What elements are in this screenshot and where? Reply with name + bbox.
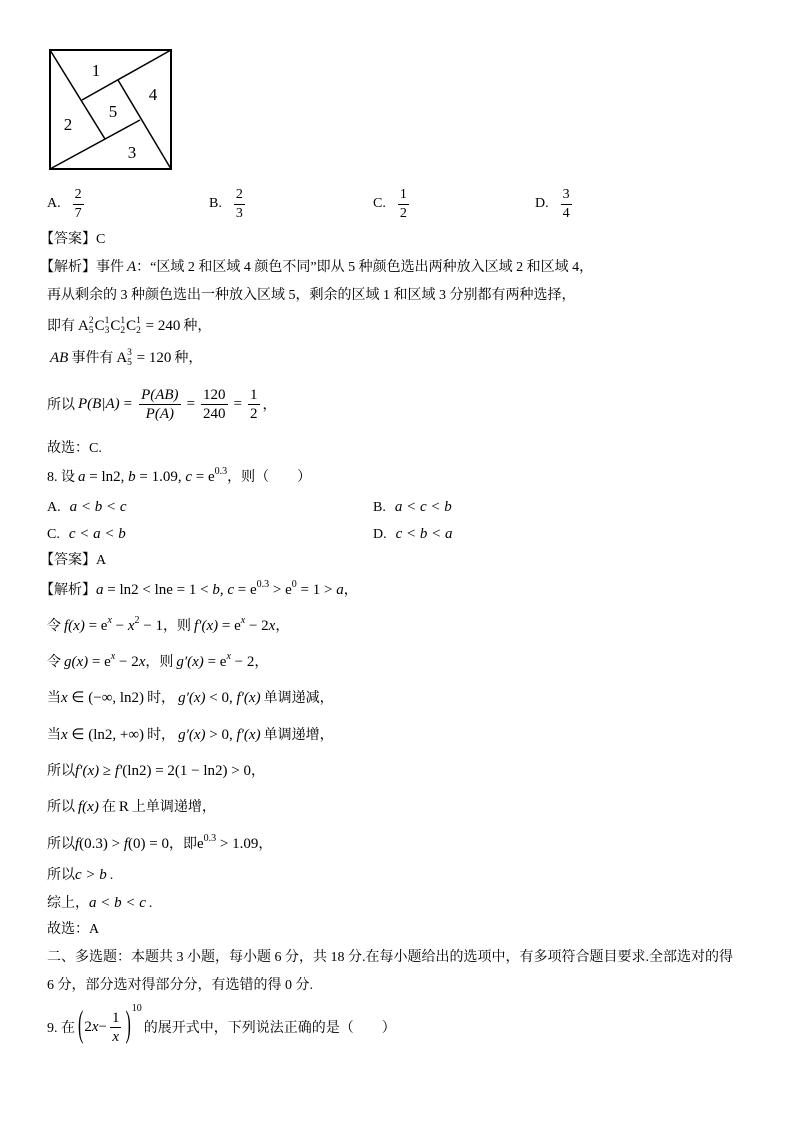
region-coloring-figure — [0, 0, 200, 185]
math-text: = e — [218, 618, 241, 634]
real-numbers-symbol: R — [118, 799, 129, 815]
option-fraction — [73, 186, 84, 223]
text-segment: ， — [275, 619, 290, 634]
answer-label: 【答案】 — [40, 232, 96, 247]
math-var: a — [96, 582, 104, 598]
option-letter: B. — [209, 196, 222, 211]
q8-analysis-line-9 — [47, 865, 113, 886]
math-var: x — [138, 654, 146, 670]
equals-sign: = — [233, 395, 242, 412]
equals-sign: = — [186, 395, 196, 412]
math-var: x — [268, 618, 276, 634]
text-segment: 的展开式中，下列说法正确的是（ ） — [143, 1021, 396, 1036]
q8-analysis-line-6 — [47, 761, 265, 782]
text-segment: ，则 — [145, 655, 174, 670]
q8-analysis-line-1 — [40, 580, 358, 601]
function-expression: f′ — [114, 763, 123, 779]
text-segment: 种， — [174, 351, 203, 366]
q7-analysis-line-4 — [50, 348, 202, 369]
math-text: ∈ (−∞, ln2) — [67, 690, 145, 706]
sup-sub-stack — [105, 316, 110, 336]
sup-sub-stack — [89, 316, 94, 336]
sup-sub-stack — [136, 316, 141, 336]
text-segment: ， — [258, 837, 273, 852]
function-expression: g′(x) — [178, 727, 206, 743]
q8-option-c — [47, 524, 126, 545]
math-text: = e — [88, 654, 111, 670]
text-segment: 令 — [47, 619, 61, 634]
q7-analysis-line-1 — [40, 257, 593, 278]
option-letter: A. — [47, 500, 61, 515]
text-segment: 事件 — [96, 260, 124, 275]
q9-stem — [47, 1003, 396, 1051]
exponent: 10 — [131, 1002, 142, 1014]
function-expression: g′(x) — [176, 654, 204, 670]
math-var: b — [128, 469, 136, 485]
function-expression: f′(x) — [75, 763, 100, 779]
fraction-denominator: 2 — [250, 405, 258, 422]
math-var: x — [91, 1018, 99, 1035]
text-segment: 令 — [47, 655, 61, 670]
q7-option-d — [535, 185, 575, 223]
math-var: c — [227, 582, 235, 598]
text-segment: ，则（ ） — [227, 470, 312, 485]
fraction-denominator: 3 — [235, 205, 243, 221]
q7-analysis-line-2: 再从剩余的 3 种颜色选出一种放入区域 5，剩余的区域 1 和区域 3 分别都有两种选择， — [47, 288, 576, 303]
analysis-label: 【解析】 — [40, 260, 96, 275]
q7-option-a — [47, 185, 87, 223]
fraction-numerator: 1 — [398, 186, 409, 205]
math-text: − 2 — [245, 618, 269, 634]
q7-analysis-line-5 — [47, 383, 277, 425]
math-text: − 2 — [115, 654, 139, 670]
math-text: = e — [84, 618, 108, 634]
text-segment: . — [109, 868, 114, 883]
text-segment: . — [148, 896, 153, 911]
math-text: = e — [192, 469, 215, 485]
option-expression: c < b < a — [395, 526, 453, 542]
q7-analysis-line-3 — [47, 316, 211, 337]
text-segment: ， — [251, 764, 265, 779]
fraction-numerator: 2 — [73, 186, 84, 205]
subscript: 3 — [104, 325, 110, 336]
fraction-numerator: 2 — [234, 186, 245, 205]
q8-option-d — [373, 524, 453, 545]
superscript: x — [110, 651, 116, 662]
superscript: 1 — [104, 315, 110, 326]
fraction — [201, 386, 228, 423]
region-label-4: 4 — [148, 85, 158, 104]
q7-option-c — [373, 185, 412, 223]
superscript: 1 — [136, 315, 141, 326]
math-var: A — [127, 259, 137, 275]
function-expression: f′(x) — [236, 690, 261, 706]
section-heading-line-2: 6 分，部分选对得部分分，有选错的得 0 分. — [47, 978, 313, 993]
function-expression: f(x) — [64, 618, 85, 634]
math-text: − 1 — [139, 618, 164, 634]
superscript: x — [107, 615, 112, 626]
math-text: 2 — [84, 1018, 92, 1035]
text-segment: 时， — [147, 728, 176, 743]
question-number: 8. 设 — [47, 470, 75, 485]
option-letter: D. — [535, 196, 549, 211]
text-segment: ，即 — [169, 837, 197, 852]
math-var: a — [78, 469, 86, 485]
fraction-denominator: x — [112, 1028, 120, 1045]
math-text: − 2 — [230, 654, 255, 670]
q8-stem — [47, 467, 311, 488]
math-text: < 0, — [205, 690, 237, 706]
q8-conclusion: 故选：A — [47, 922, 100, 937]
math-var: f — [123, 836, 129, 852]
subscript: 2 — [136, 325, 141, 336]
option-fraction — [398, 186, 409, 223]
option-expression: c < a < b — [68, 526, 126, 542]
superscript: 0 — [291, 579, 297, 590]
text-segment: 单调递减， — [263, 691, 334, 706]
question-number: 9. 在 — [47, 1021, 75, 1036]
math-text: (ln2) = 2(1 − ln2) > 0 — [122, 763, 251, 779]
text-segment: 所以 — [47, 764, 75, 779]
math-text: − — [98, 1018, 107, 1035]
option-expression: a < c < b — [394, 499, 452, 515]
math-text: = e — [203, 654, 227, 670]
subscript: 5 — [88, 325, 94, 336]
superscript: x — [226, 651, 231, 662]
option-letter: D. — [373, 527, 387, 542]
math-text: = 240 — [141, 318, 181, 334]
q8-analysis-line-10 — [47, 893, 152, 914]
fraction-denominator: 240 — [203, 405, 226, 422]
math-text: = 120 — [132, 350, 172, 366]
q8-analysis-line-7 — [47, 797, 216, 818]
text-segment: ，则 — [163, 619, 192, 634]
math-base: C — [110, 318, 121, 334]
text-segment: 种， — [183, 319, 212, 334]
superscript: 0.3 — [256, 579, 270, 590]
q8-answer — [40, 551, 106, 571]
q7-conclusion: 故选：C. — [47, 441, 102, 456]
q8-option-a — [47, 497, 127, 518]
math-text: > e — [269, 582, 292, 598]
math-var: f — [75, 836, 80, 852]
fraction-numerator: P(AB) — [141, 386, 179, 403]
q7-answer — [40, 230, 105, 250]
fraction-numerator: 120 — [203, 386, 226, 403]
math-var: x — [61, 727, 68, 743]
math-text: = e — [234, 582, 257, 598]
math-var: c — [185, 469, 193, 485]
math-text: ∈ (ln2, +∞) — [67, 727, 145, 743]
q8-analysis-line-3 — [47, 652, 268, 673]
probability-expression: P(B|A) — [78, 395, 120, 412]
sup-sub-stack — [120, 316, 125, 336]
fraction-denominator: 4 — [562, 205, 570, 221]
text-segment: 事件有 — [71, 351, 114, 366]
fraction-numerator: 3 — [561, 186, 572, 205]
text-segment: ， — [343, 583, 358, 598]
superscript: 0.3 — [203, 833, 217, 844]
math-base: C — [126, 318, 137, 334]
text-segment: ， — [254, 655, 269, 670]
math-text: = ln2 < lne = 1 < — [103, 582, 213, 598]
text-segment: 所以 — [47, 398, 75, 413]
text-segment: 在 — [101, 800, 116, 815]
subscript: 2 — [120, 325, 126, 336]
math-var: x — [127, 618, 135, 634]
superscript: 1 — [120, 315, 126, 326]
math-text: ≥ — [99, 763, 115, 779]
text-segment: 上单调递增， — [131, 800, 216, 815]
q7-option-b — [209, 185, 248, 223]
analysis-label: 【解析】 — [40, 583, 96, 598]
text-segment: 所以 — [47, 837, 75, 852]
text-segment: ：“区域 2 和区域 4 颜色不同”即从 5 种颜色选出两种放入区域 2 和区域 4， — [136, 260, 594, 275]
fraction-denominator: P(A) — [145, 405, 174, 422]
answer-value: A — [96, 553, 107, 568]
text-segment: 当 — [47, 728, 61, 743]
text-segment: 所以 — [47, 868, 75, 883]
math-text: − — [111, 618, 128, 634]
superscript: 0.3 — [214, 466, 228, 477]
superscript: x — [240, 615, 246, 626]
superscript: 2 — [134, 615, 140, 626]
option-fraction — [234, 186, 245, 223]
fraction — [110, 1009, 122, 1046]
math-text: = ln2, — [85, 469, 129, 485]
fraction — [248, 386, 260, 423]
superscript: 3 — [127, 347, 132, 358]
subscript: 5 — [127, 357, 132, 368]
sup-sub-stack — [127, 348, 132, 368]
option-expression: a < b < c — [69, 499, 127, 515]
text-segment: 所以 — [47, 800, 75, 815]
fraction-numerator: 1 — [111, 1009, 120, 1026]
text-segment: 综上， — [47, 896, 89, 911]
option-letter: A. — [47, 196, 61, 211]
region-label-3: 3 — [127, 143, 137, 162]
math-base: A — [78, 318, 89, 334]
math-text: = 1 > — [296, 582, 337, 598]
equals-sign: = — [123, 395, 133, 412]
fraction-numerator: 1 — [250, 386, 258, 403]
region-label-2: 2 — [63, 115, 73, 134]
math-text: (0.3) > — [79, 836, 124, 852]
answer-value: C — [96, 232, 106, 247]
text-segment: 时， — [147, 691, 176, 706]
math-var: x — [61, 690, 68, 706]
superscript: 2 — [88, 315, 94, 326]
text-segment: 单调递增， — [263, 728, 334, 743]
q8-analysis-line-4 — [47, 688, 334, 709]
answer-label: 【答案】 — [40, 553, 96, 568]
function-expression: g′(x) — [178, 690, 206, 706]
math-var: b — [212, 582, 220, 598]
q8-analysis-line-5 — [47, 725, 334, 746]
section-heading-line-1: 二、多选题：本题共 3 小题，每小题 6 分，共 18 分.在每小题给出的选项中，有多项符合题目要求.全部选对的得 — [47, 950, 733, 965]
math-expression: c > b — [75, 867, 107, 883]
text-segment: ， — [262, 398, 277, 413]
region-label-1: 1 — [91, 61, 101, 80]
math-base: A — [116, 350, 128, 366]
math-text: > 0, — [205, 727, 237, 743]
region-label-5: 5 — [108, 102, 118, 121]
math-text: > 1.09 — [216, 836, 259, 852]
option-letter: C. — [47, 527, 60, 542]
q8-option-b — [373, 497, 452, 518]
fraction-denominator: 7 — [74, 205, 82, 221]
math-text: , — [219, 582, 228, 598]
math-base: C — [94, 318, 105, 334]
function-expression: f′(x) — [194, 618, 219, 634]
q8-analysis-line-8 — [47, 834, 272, 855]
math-var: AB — [50, 350, 69, 366]
figure-divider-line — [118, 80, 171, 169]
option-fraction — [561, 186, 572, 223]
q8-analysis-line-2 — [47, 616, 289, 637]
option-letter: C. — [373, 196, 386, 211]
fraction — [139, 386, 180, 423]
fraction-denominator: 2 — [399, 205, 407, 221]
close-paren: ) — [125, 1006, 131, 1046]
function-expression: g(x) — [64, 654, 89, 670]
open-paren: ( — [78, 1006, 84, 1046]
math-expression: a < b < c — [89, 895, 146, 911]
math-var: a — [336, 582, 344, 598]
text-segment: 即有 — [47, 319, 75, 334]
math-text: (0) = 0 — [128, 836, 169, 852]
text-segment: 当 — [47, 691, 61, 706]
option-letter: B. — [373, 500, 386, 515]
math-text: e — [197, 836, 204, 852]
function-expression: f(x) — [78, 799, 99, 815]
function-expression: f′(x) — [236, 727, 261, 743]
math-text: = 1.09, — [135, 469, 186, 485]
